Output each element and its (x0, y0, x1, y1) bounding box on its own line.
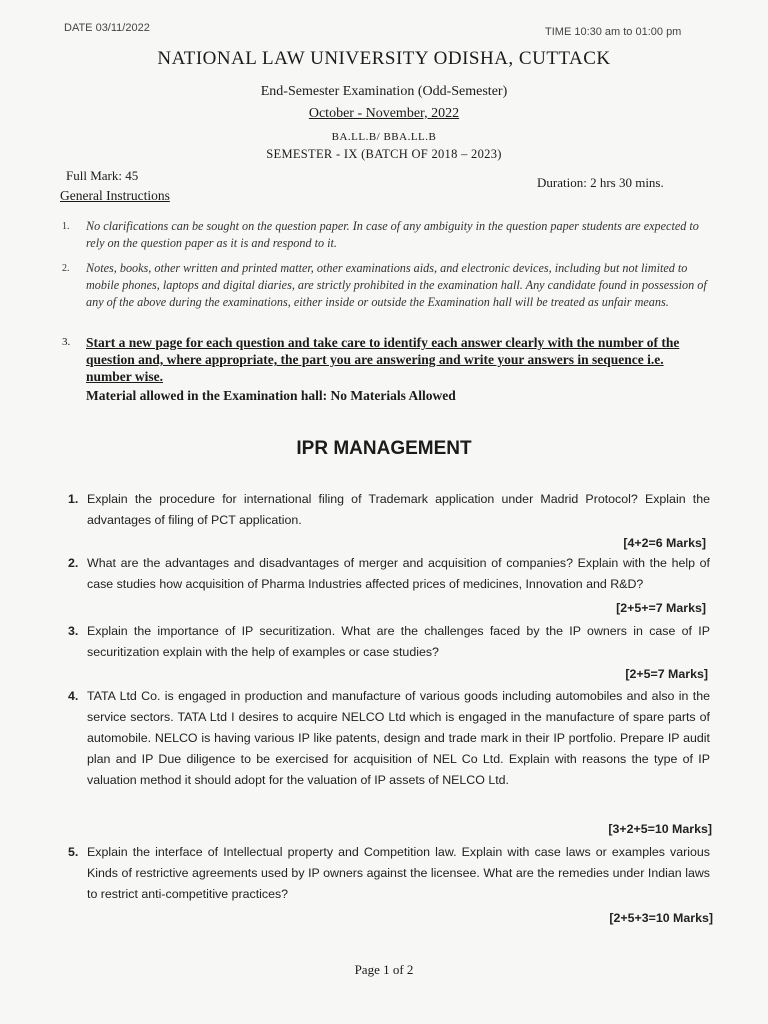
instruction-text: No clarifications can be sought on the question paper. In case of any ambiguity in the question paper students are expected to rely on the question paper as it is and respond to it. (86, 219, 699, 250)
semester: SEMESTER - IX (BATCH OF 2018 – 2023) (266, 147, 502, 161)
question-number: 1. (68, 492, 79, 506)
page-number: Page 1 of 2 (354, 962, 414, 977)
question-marks: [3+2+5=10 Marks] (608, 822, 712, 836)
question-marks: [4+2=6 Marks] (623, 536, 706, 550)
instruction-text: Notes, books, other written and printed matter, other examinations aids, and electronic devices, including but not limited to mobile phones, laptops and digital diaries, are strictly prohibited in the examination hall. Any candidate found in possession of any of the above during the examinations, either inside or outside the Examination hall will be treated as unfair means. (86, 261, 707, 309)
question-item (68, 553, 710, 595)
question-text: TATA Ltd Co. is engaged in production and manufacture of various goods including automobiles and also in the service sectors. TATA Ltd I desires to acquire NELCO Ltd which is engaged in the manufacture of spare parts of automobile. NELCO is having various IP like patents, design and trade mark in their IP portfolio. Prepare IP audit plan and IP Due diligence to be exercised for acquisition of NEL Co Ltd. Explain with reasons the type of IP valuation method it should adopt for the valuation of IP assets of NELCO Ltd. (87, 689, 710, 787)
question-number: 2. (68, 556, 79, 570)
instruction-number: 1. (62, 221, 70, 232)
question-text: What are the advantages and disadvantages of merger and acquisition of companies? Explain with the help of case studies how acquisition of Pharma Industries affected prices of medicines, Innovation and R&D? (87, 556, 710, 591)
question-number: 5. (68, 845, 79, 859)
instruction-text: Start a new page for each question and take care to identify each answer clearly with the number of the question and, where appropriate, the part you are answering and write your answers in sequence i.e. number wise. (86, 335, 680, 384)
question-text: Explain the procedure for international filing of Trademark application under Madrid Protocol? Explain the advantages of filing of PCT application. (87, 492, 710, 527)
question-text: Explain the interface of Intellectual property and Competition law. Explain with case laws or examples various Kinds of restrictive agreements used by IP owners against the licensee. What are the remedies under Indian laws to restrict anti-competitive practices? (87, 845, 710, 901)
instruction-number: 2. (62, 263, 70, 274)
question-number: 4. (68, 689, 79, 703)
general-instructions-heading: General Instructions (60, 188, 170, 203)
question-marks: [2+5+=7 Marks] (616, 601, 706, 615)
question-text: Explain the importance of IP securitization. What are the challenges faced by the IP owners in case of IP securitization explain with the help of examples or case studies? (87, 624, 710, 659)
question-item (68, 621, 710, 663)
instruction-number: 3. (62, 336, 71, 348)
instruction-item (62, 218, 712, 252)
subject-title: IPR MANAGEMENT (296, 438, 472, 459)
duration: Duration: 2 hrs 30 mins. (537, 175, 664, 190)
exam-period: October - November, 2022 (308, 106, 460, 121)
question-marks: [2+5=7 Marks] (625, 667, 708, 681)
question-item (68, 842, 710, 905)
material-allowed: Material allowed in the Examination hall: No Materials Allowed (86, 388, 456, 403)
exam-time: TIME 10:30 am to 01:00 pm (545, 26, 682, 38)
exam-title: End-Semester Examination (Odd-Semester) (260, 84, 508, 99)
instruction-item (62, 334, 712, 385)
question-marks: [2+5+3=10 Marks] (609, 911, 713, 925)
question-item (68, 489, 710, 531)
instruction-item (62, 260, 712, 311)
programme: BA.LL.B/ BBA.LL.B (331, 131, 437, 143)
question-number: 3. (68, 624, 79, 638)
question-item (68, 686, 710, 791)
full-mark: Full Mark: 45 (66, 168, 139, 183)
exam-date: DATE 03/11/2022 (64, 22, 150, 34)
university-name: NATIONAL LAW UNIVERSITY ODISHA, CUTTACK (157, 48, 611, 69)
